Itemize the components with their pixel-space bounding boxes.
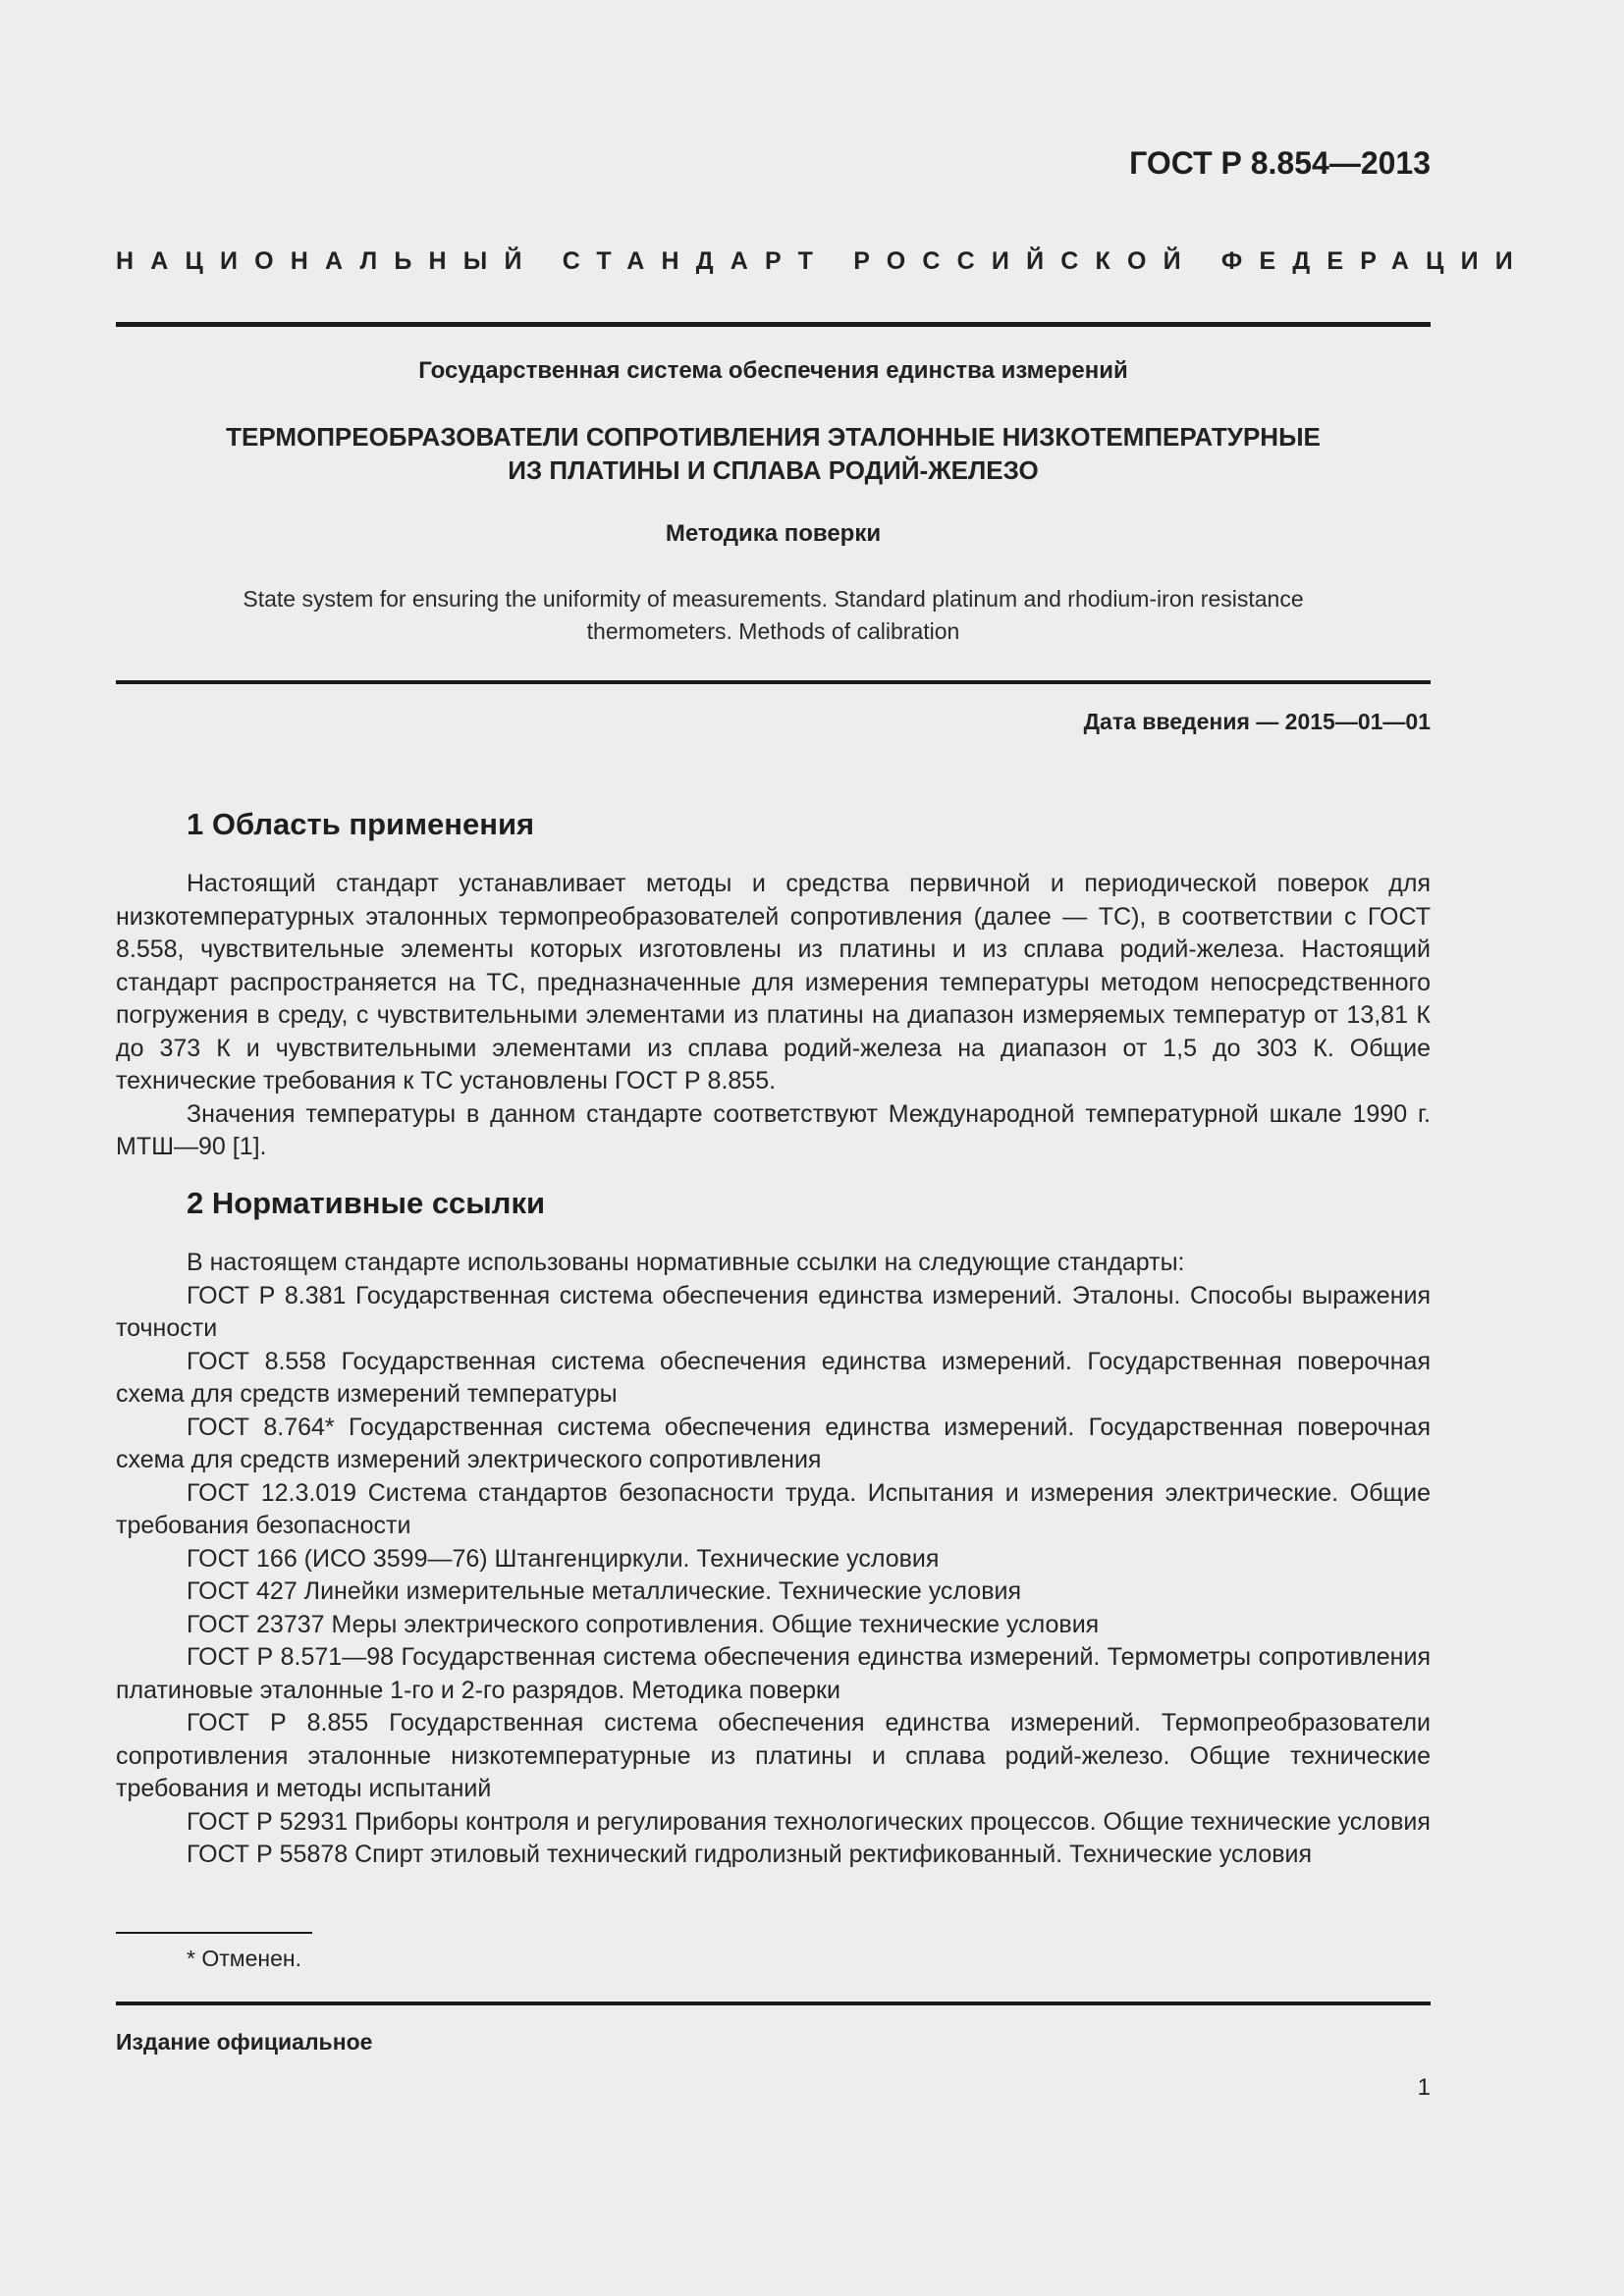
national-standard-banner: НАЦИОНАЛЬНЫЙ СТАНДАРТ РОССИЙСКОЙ ФЕДЕРАЦИИ bbox=[116, 247, 1530, 275]
reference-item: ГОСТ Р 52931 Приборы контроля и регулирования технологических процессов. Общие технические условия bbox=[187, 1807, 1431, 1836]
footnote-divider bbox=[116, 1932, 312, 1934]
main-title-line-2: ИЗ ПЛАТИНЫ И СПЛАВА РОДИЙ-ЖЕЛЕЗО bbox=[508, 455, 1039, 485]
system-title: Государственная система обеспечения единства измерений bbox=[418, 357, 1128, 384]
section-2-heading: 2 Нормативные ссылки bbox=[187, 1186, 546, 1220]
section-2-body bbox=[116, 1247, 1431, 1872]
reference-item: ГОСТ 427 Линейки измерительные металлические. Технические условия bbox=[187, 1577, 1021, 1605]
reference-item: ГОСТ 166 (ИСО 3599—76) Штангенциркули. Технические условия bbox=[187, 1544, 940, 1573]
paragraph: В настоящем стандарте использованы нормативные ссылки на следующие стандарты: bbox=[187, 1249, 1185, 1276]
reference-item: ГОСТ 23737 Меры электрического сопротивления. Общие технические условия bbox=[187, 1610, 1100, 1638]
reference-item: ГОСТ 8.764* Государственная система обеспечения единства измерений. Государственная поверочная схема для средств измерений электрического сопротивления bbox=[116, 1413, 1431, 1473]
method-title: Методика поверки bbox=[665, 520, 882, 547]
reference-item: ГОСТ Р 55878 Спирт этиловый технический гидролизный ректификованный. Технические условия bbox=[187, 1841, 1313, 1868]
english-title-line-2: thermometers. Methods of calibration bbox=[586, 618, 960, 644]
introduction-date: Дата введения — 2015—01—01 bbox=[1083, 709, 1431, 734]
reference-item: ГОСТ 8.558 Государственная система обеспечения единства измерений. Государственная поверочная схема для средств измерений температуры bbox=[116, 1347, 1431, 1408]
main-title bbox=[116, 420, 1431, 487]
paragraph: Значения температуры в данном стандарте соответствуют Международной температурной шкале 1990 г. МТШ—90 [1]. bbox=[116, 1099, 1431, 1160]
title-divider bbox=[116, 680, 1431, 684]
official-edition-label: Издание официальное bbox=[116, 2029, 373, 2055]
english-title-line-1: State system for ensuring the uniformity of measurements. Standard platinum and rhodium-iron resistance bbox=[243, 586, 1304, 612]
page-number: 1 bbox=[1417, 2074, 1431, 2101]
section-1-heading: 1 Область применения bbox=[187, 807, 535, 841]
paragraph: Настоящий стандарт устанавливает методы и средства первичной и периодической поверок для низкотемпературных эталонных термопреобразователей сопротивления (далее — ТС), в соответствии с ГОСТ 8.558, чувствительные элементы которых изготовлены из платины и из сплава родий-железа. Настоящий стандарт распространяется на ТС, предназначенные для измерения температуры методом непосредственного погружения в среду, с чувствительными элементами из платины на диапазон измеряемых температур от 13,81 К до 373 К и чувствительными элементами из сплава родий-железа на диапазон от 1,5 до 303 К. Общие технические требования к ТС установлены ГОСТ Р 8.855. bbox=[116, 870, 1431, 1095]
reference-item: ГОСТ Р 8.381 Государственная система обеспечения единства измерений. Эталоны. Способы выражения точности bbox=[116, 1281, 1431, 1342]
reference-item: ГОСТ Р 8.571—98 Государственная система обеспечения единства измерений. Термометры сопротивления платиновые эталонные 1-го и 2-го разрядов. Методика поверки bbox=[116, 1643, 1431, 1704]
document-number: ГОСТ Р 8.854—2013 bbox=[1129, 145, 1431, 181]
section-1-body bbox=[116, 868, 1431, 1164]
top-divider bbox=[116, 322, 1431, 327]
footnote: * Отменен. bbox=[187, 1946, 301, 1971]
reference-item: ГОСТ 12.3.019 Система стандартов безопасности труда. Испытания и измерения электрические. Общие требования безопасности bbox=[116, 1478, 1431, 1539]
english-title bbox=[116, 583, 1431, 648]
reference-item: ГОСТ Р 8.855 Государственная система обеспечения единства измерений. Термопреобразователи сопротивления эталонные низкотемпературные из платины и сплава родий-железо. Общие технические требования и методы испытаний bbox=[116, 1709, 1431, 1802]
main-title-line-1: ТЕРМОПРЕОБРАЗОВАТЕЛИ СОПРОТИВЛЕНИЯ ЭТАЛОННЫЕ НИЗКОТЕМПЕРАТУРНЫЕ bbox=[226, 422, 1321, 452]
footer-divider bbox=[116, 2002, 1431, 2005]
